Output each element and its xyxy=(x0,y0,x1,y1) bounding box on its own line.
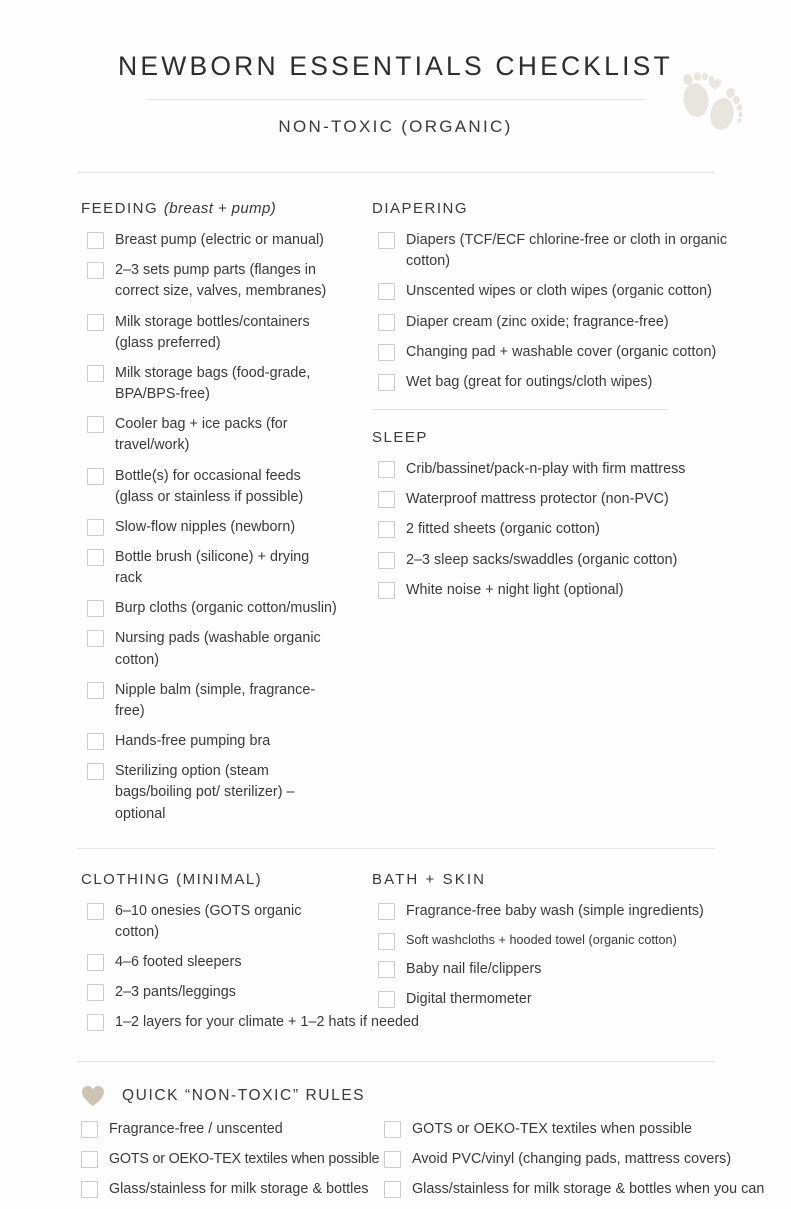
checkbox[interactable] xyxy=(378,521,395,538)
quick-rules-column-left xyxy=(81,1119,384,1209)
list-item[interactable] xyxy=(87,260,340,302)
list-item[interactable] xyxy=(378,519,731,540)
list-item[interactable] xyxy=(378,281,731,302)
checkbox[interactable] xyxy=(87,468,104,485)
list-item-label: 2–3 sets pump parts (flanges in correct size, valves, membranes) xyxy=(115,262,327,300)
list-item-label: Fragrance-free baby wash (simple ingredients) xyxy=(406,902,704,919)
checkbox[interactable] xyxy=(87,600,104,617)
checkbox[interactable] xyxy=(378,933,395,950)
list-item[interactable] xyxy=(87,517,340,538)
checkbox[interactable] xyxy=(378,314,395,331)
checkbox[interactable] xyxy=(87,232,104,249)
list-item[interactable] xyxy=(87,628,340,670)
section-title-clothing: CLOTHING (MINIMAL) xyxy=(81,870,263,888)
list-item[interactable] xyxy=(81,1179,384,1200)
list-item-label: Cooler bag + ice packs (for travel/work) xyxy=(115,416,288,454)
checkbox[interactable] xyxy=(378,991,395,1008)
checkbox[interactable] xyxy=(87,365,104,382)
checkbox[interactable] xyxy=(378,283,395,300)
checkbox[interactable] xyxy=(87,682,104,699)
column-left-lower xyxy=(0,870,420,1043)
list-item-label: Slow-flow nipples (newborn) xyxy=(115,518,296,535)
list-item-label: Digital thermometer xyxy=(406,991,532,1008)
list-item[interactable] xyxy=(378,459,731,480)
list-item[interactable] xyxy=(87,547,340,589)
list-item[interactable] xyxy=(378,989,731,1010)
checklist-quick-rules-right xyxy=(384,1119,765,1200)
list-item[interactable] xyxy=(87,363,340,405)
checkbox[interactable] xyxy=(378,582,395,599)
list-item[interactable] xyxy=(87,761,340,824)
list-item[interactable] xyxy=(378,931,731,950)
checkbox[interactable] xyxy=(384,1151,401,1168)
list-item-label: Sterilizing option (steam bags/boiling pot/ sterilizer) – optional xyxy=(115,763,295,822)
list-item-label: 2–3 pants/leggings xyxy=(115,984,236,1001)
list-item[interactable] xyxy=(81,1149,384,1170)
checkbox[interactable] xyxy=(87,1014,104,1031)
list-item-label: GOTS or OEKO-TEX textiles when possible xyxy=(109,1150,380,1167)
list-item-label: 6–10 onesies (GOTS organic cotton) xyxy=(115,902,302,940)
list-item[interactable] xyxy=(378,550,731,571)
checkbox[interactable] xyxy=(81,1151,98,1168)
checkbox[interactable] xyxy=(378,461,395,478)
title-divider xyxy=(147,99,645,100)
checkbox[interactable] xyxy=(87,262,104,279)
column-right-lower xyxy=(340,871,791,1043)
checkbox[interactable] xyxy=(87,314,104,331)
list-item[interactable] xyxy=(384,1149,744,1170)
list-item[interactable] xyxy=(87,312,340,354)
list-item-label: Milk storage bags (food-grade, BPA/BPS-free) xyxy=(115,364,311,403)
list-item-label: Diaper cream (zinc oxide; fragrance-free) xyxy=(406,313,669,330)
checkbox[interactable] xyxy=(378,491,395,508)
checkbox[interactable] xyxy=(87,549,104,566)
list-item-label: Burp cloths (organic cotton/muslin) xyxy=(115,600,337,617)
checkbox[interactable] xyxy=(87,630,104,647)
list-item-label: 4–6 footed sleepers xyxy=(115,954,242,971)
list-item[interactable] xyxy=(87,680,340,722)
checkbox[interactable] xyxy=(378,903,395,920)
checkbox[interactable] xyxy=(378,374,395,391)
list-item-label: Bottle(s) for occasional feeds (glass or stainless if possible) xyxy=(115,467,304,505)
checkbox[interactable] xyxy=(81,1121,98,1138)
list-item-label: Unscented wipes or cloth wipes (organic cotton) xyxy=(406,283,712,300)
quick-rules-columns xyxy=(81,1119,765,1209)
main-columns-upper xyxy=(0,200,791,834)
list-item[interactable] xyxy=(378,959,731,980)
checkbox[interactable] xyxy=(87,984,104,1001)
section-title-feeding-main: FEEDING xyxy=(81,200,164,218)
list-item-label: Nipple balm (simple, fragrance-free) xyxy=(115,681,316,719)
checkbox[interactable] xyxy=(87,416,104,433)
list-item-label: Nursing pads (washable organic cotton) xyxy=(115,630,321,668)
header-divider xyxy=(77,172,715,173)
checkbox[interactable] xyxy=(87,763,104,780)
list-item[interactable] xyxy=(378,580,731,601)
list-item-label: Soft washcloths + hooded towel (organic cotton) xyxy=(406,932,677,947)
rules-divider xyxy=(77,1061,715,1062)
column-left-upper xyxy=(0,200,340,834)
list-item[interactable] xyxy=(378,901,731,922)
checkbox[interactable] xyxy=(81,1181,98,1198)
quick-rules-section xyxy=(0,1085,791,1209)
list-item[interactable] xyxy=(87,731,340,752)
heart-icon xyxy=(81,1085,105,1107)
list-item[interactable] xyxy=(384,1119,744,1140)
list-item[interactable] xyxy=(378,372,731,393)
page-title: NEWBORN ESSENTIALS CHECKLIST xyxy=(118,51,673,81)
checklist-sleep xyxy=(372,459,731,601)
list-item-label: White noise + night light (optional) xyxy=(406,581,624,598)
checkbox[interactable] xyxy=(378,961,395,978)
checkbox[interactable] xyxy=(378,552,395,569)
checklist-diapering xyxy=(372,230,731,393)
list-item[interactable] xyxy=(378,230,731,272)
list-item[interactable] xyxy=(81,1119,384,1140)
page-header xyxy=(0,0,791,137)
list-item[interactable] xyxy=(87,952,340,973)
checkbox[interactable] xyxy=(87,519,104,536)
checklist-feeding xyxy=(81,230,340,825)
quick-rules-title: QUICK “NON-TOXIC” RULES xyxy=(122,1086,366,1104)
list-item-label: Milk storage bottles/containers (glass preferred) xyxy=(115,313,310,351)
section-title-bath-skin: BATH + SKIN xyxy=(372,870,487,888)
quick-rules-column-right xyxy=(384,1119,765,1209)
quick-rules-header xyxy=(81,1085,746,1107)
list-item[interactable] xyxy=(87,901,340,943)
list-item[interactable] xyxy=(87,466,340,508)
list-item-label: Baby nail file/clippers xyxy=(406,960,542,977)
list-item-label: Bottle brush (silicone) + drying rack xyxy=(115,549,310,587)
checkbox[interactable] xyxy=(87,733,104,750)
list-item-label: Hands-free pumping bra xyxy=(115,733,271,750)
section-title-diapering: DIAPERING xyxy=(372,200,469,218)
list-item[interactable] xyxy=(87,598,340,619)
main-columns-lower xyxy=(0,871,791,1043)
list-item-label: GOTS or OEKO-TEX textiles when possible xyxy=(412,1120,693,1137)
mid-divider xyxy=(77,848,715,849)
list-item[interactable] xyxy=(378,342,731,363)
checkbox[interactable] xyxy=(378,344,395,361)
list-item-label: Fragrance-free / unscented xyxy=(109,1120,283,1137)
list-item-label: Breast pump (electric or manual) xyxy=(115,232,324,249)
checkbox[interactable] xyxy=(384,1181,401,1198)
checklist-clothing xyxy=(81,901,420,1034)
list-item-label: 2–3 sleep sacks/swaddles (organic cotton) xyxy=(406,551,678,568)
section-title-sleep: SLEEP xyxy=(372,429,428,447)
page-subtitle: NON-TOXIC (ORGANIC) xyxy=(278,117,513,137)
section-title-feeding-note: (breast + pump) xyxy=(163,200,277,218)
list-item-label: Wet bag (great for outings/cloth wipes) xyxy=(406,373,653,390)
list-item[interactable] xyxy=(378,489,731,510)
list-item-label: Avoid PVC/vinyl (changing pads, mattress covers) xyxy=(412,1150,732,1167)
list-item-label: Changing pad + washable cover (organic cotton) xyxy=(406,343,717,360)
list-item-label: 1–2 layers for your climate + 1–2 hats if needed xyxy=(115,1014,420,1031)
column-right-upper xyxy=(340,200,791,834)
list-item-label: Crib/bassinet/pack-n-play with firm mattress xyxy=(406,461,686,478)
list-item[interactable] xyxy=(384,1179,765,1200)
checkbox[interactable] xyxy=(378,232,395,249)
list-item-label: Glass/stainless for milk storage & bottles xyxy=(109,1180,369,1197)
list-item-label: 2 fitted sheets (organic cotton) xyxy=(406,521,600,538)
section-divider-sleep xyxy=(372,409,668,410)
checkbox[interactable] xyxy=(87,954,104,971)
list-item[interactable] xyxy=(87,982,340,1003)
checklist-quick-rules-left xyxy=(81,1119,384,1200)
list-item-label: Diapers (TCF/ECF chlorine-free or cloth in organic cotton) xyxy=(406,232,728,270)
checkbox[interactable] xyxy=(384,1121,401,1138)
list-item[interactable] xyxy=(378,312,731,333)
list-item[interactable] xyxy=(87,1012,420,1033)
section-title-feeding xyxy=(81,200,340,217)
list-item[interactable] xyxy=(87,230,340,251)
checkbox[interactable] xyxy=(87,903,104,920)
list-item[interactable] xyxy=(87,414,340,456)
list-item-label: Waterproof mattress protector (non-PVC) xyxy=(406,491,669,508)
list-item-label: Glass/stainless for milk storage & bottles when you can xyxy=(412,1180,765,1197)
checklist-bath-skin xyxy=(372,901,731,1010)
